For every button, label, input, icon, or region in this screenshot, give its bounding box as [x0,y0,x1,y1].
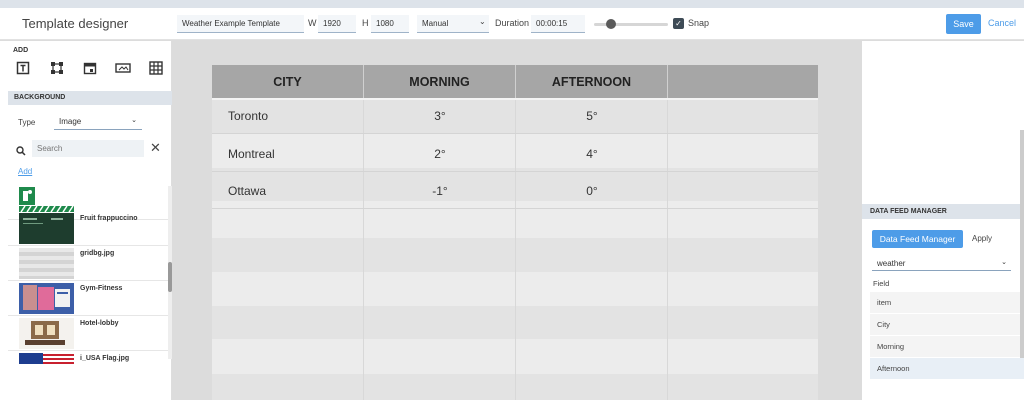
table-row[interactable] [212,138,818,172]
top-strip [0,0,1024,8]
template-name-input[interactable]: Weather Example Template [177,15,304,33]
field-label: Field [873,279,890,288]
table-row[interactable] [212,175,818,209]
zoom-slider-thumb[interactable] [606,19,616,29]
search-input[interactable] [32,140,144,157]
design-canvas[interactable] [173,41,861,400]
image-thumbnail [19,283,74,314]
image-tool-icon[interactable] [112,58,134,78]
list-item[interactable] [8,351,168,364]
left-panel [0,41,172,400]
snap-checkbox[interactable]: ✓ [673,18,684,29]
header-toolbar [0,8,1024,40]
feed-select[interactable] [872,255,1011,271]
list-item[interactable] [8,316,168,351]
table-row[interactable] [212,100,818,134]
image-name: Hotel-lobby [80,320,119,327]
duration-input[interactable]: 00:00:15 [531,15,585,33]
type-select[interactable] [54,114,142,130]
text-tool-icon[interactable] [12,58,34,78]
calendar-tool-icon[interactable] [79,58,101,78]
cell-morning: 2° [434,147,446,161]
image-name: Fruit frappuccino [80,215,138,222]
close-icon[interactable]: ✕ [150,140,161,155]
background-section-title: BACKGROUND [8,91,172,105]
app-title: Template designer [22,16,129,31]
image-thumbnail [19,318,74,349]
image-name: Gym-Fitness [80,285,123,292]
search-icon [16,143,26,161]
chevron-down-icon: ⌄ [1001,259,1007,266]
cell-morning: -1° [432,184,448,198]
list-item[interactable] [8,211,168,246]
cell-afternoon: 0° [586,184,598,198]
cell-morning: 3° [434,109,446,123]
image-name: i_USA Flag.jpg [80,355,130,362]
data-feed-manager-button[interactable]: Data Feed Manager [872,230,963,248]
save-button[interactable]: Save [946,14,981,34]
apply-button[interactable]: Apply [972,234,993,243]
width-input[interactable]: 1920 [318,15,356,33]
chevron-down-icon: ⌄ [131,117,137,124]
add-section-title: ADD [13,47,29,54]
right-panel [862,41,1024,400]
type-label: Type [18,118,36,127]
table-tool-icon[interactable] [145,58,167,78]
add-background-link[interactable]: Add [18,167,33,176]
cell-city: Toronto [228,109,269,123]
type-value: Image [59,117,82,126]
feed-value: weather [877,259,906,268]
image-thumbnail [19,353,74,364]
left-scrollbar-thumb[interactable] [168,262,172,292]
cell-afternoon: 5° [586,109,598,123]
data-feed-manager-title: DATA FEED MANAGER [862,204,1024,219]
cell-afternoon: 4° [586,147,598,161]
field-item-city[interactable]: City [870,314,1024,336]
mode-value: Manual [422,19,449,28]
height-input[interactable]: 1080 [371,15,409,33]
cancel-button[interactable]: Cancel [988,18,1017,28]
chevron-down-icon: ⌄ [479,17,486,26]
image-name: gridbg.jpg [80,250,115,257]
snap-label: Snap [688,18,710,28]
image-thumbnail [19,213,74,244]
weather-table[interactable] [212,65,818,400]
field-item-item[interactable]: item [870,292,1024,314]
field-item-morning[interactable]: Morning [870,336,1024,358]
header-cell-city[interactable]: CITY [212,65,364,98]
list-item[interactable] [8,281,168,316]
right-scrollbar[interactable] [1020,130,1024,358]
header-cell-morning[interactable]: MORNING [364,65,516,98]
width-label: W [308,18,317,28]
duration-label: Duration [495,18,530,28]
field-item-afternoon[interactable]: Afternoon [870,358,1024,380]
background-image-list [8,185,168,364]
list-item[interactable] [8,246,168,281]
cell-city: Montreal [228,147,275,161]
cell-city: Ottawa [228,184,267,198]
header-cell-afternoon[interactable]: AFTERNOON [516,65,668,98]
header-cell-empty[interactable] [668,65,818,98]
shape-tool-icon[interactable] [46,58,68,78]
height-label: H [362,18,369,28]
image-thumbnail [19,248,74,279]
